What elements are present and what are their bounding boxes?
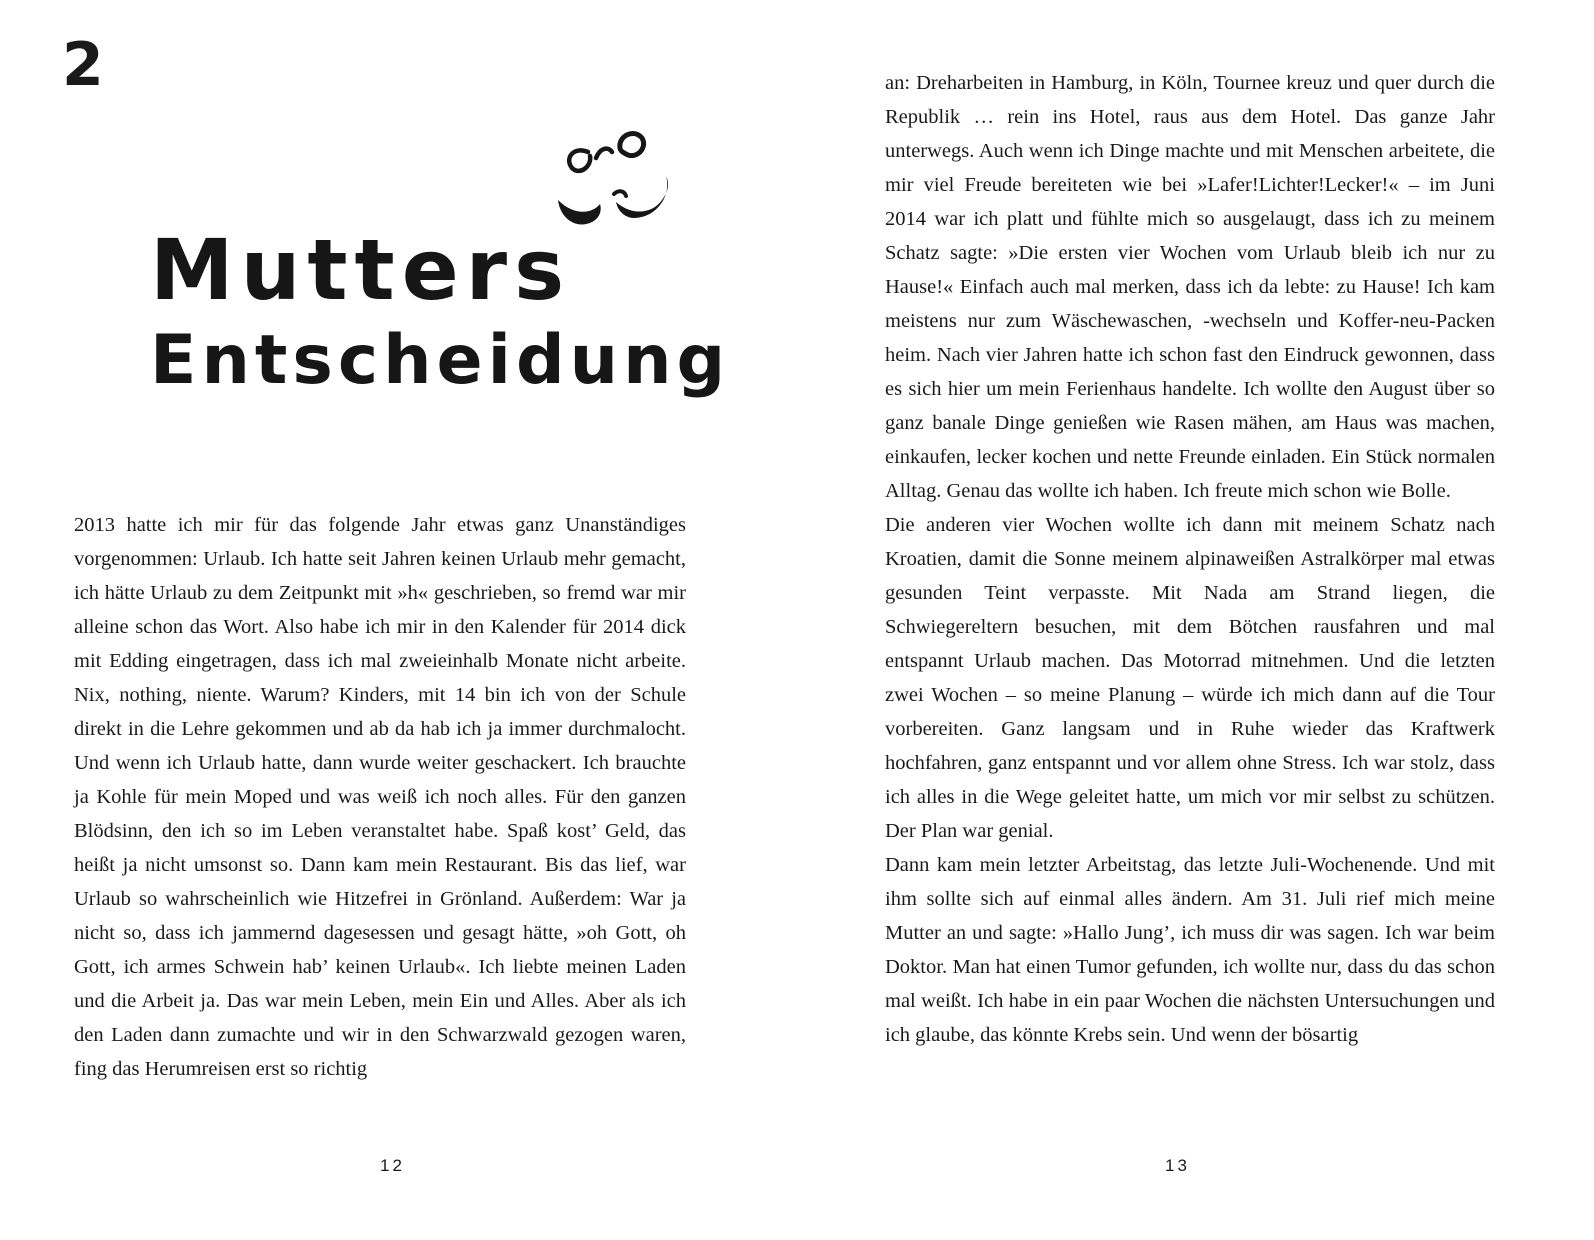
right-paragraph-3: Dann kam mein letzter Arbeitstag, das letzte Juli-Wochenende. Und mit ihm sollte sich auf einmal alles ändern. Am 31. Juli rief mich meine Mutter an und sagte: »Hallo Jung’, ich muss dir was sagen. Ich war beim Doktor. Man hat einen Tumor gefunden, ich wollte nur, dass du das schon mal weißt. Ich habe in ein paar Wochen die nächsten Untersuchungen und ich glaube, das könnte Krebs sein. Und wenn der bösartig [885, 854, 1495, 1046]
chapter-number: 2 [62, 30, 104, 100]
right-body-text [885, 66, 1495, 1052]
right-page [797, 0, 1594, 1240]
chapter-title-line1: Mutters [150, 221, 572, 319]
right-paragraph-1: an: Dreharbeiten in Hamburg, in Köln, Tournee kreuz und quer durch die Republik … rein ins Hotel, raus aus dem Hotel. Das ganze Jahr unterwegs. Auch wenn ich Dinge machte und mit Menschen arbeitete, die mir viel Freude bereiteten wie bei »Lafer!Lichter!Lecker!« – im Juni 2014 war ich platt und fühlte mich so ausgelaugt, dass ich zu meinem Schatz sagte: »Die ersten vier Wochen vom Urlaub bleib ich nur zu Hause!« Einfach auch mal merken, dass ich da lebte: zu Hause! Ich kam meistens nur zum Wäschewaschen, -wechseln und Koffer-neu-Packen heim. Nach vier Jahren hatte ich schon fast den Eindruck gewonnen, dass es sich hier um mein Ferienhaus handelte. Ich wollte den August über so ganz banale Dinge genießen wie Rasen mähen, am Haus was machen, einkaufen, lecker kochen und nette Freunde einladen. Ein Stück normalen Alltag. Genau das wollte ich haben. Ich freute mich schon wie Bolle. [885, 72, 1495, 502]
page-number-right: 13 [1165, 1156, 1190, 1175]
page-number-left: 12 [380, 1156, 405, 1175]
chapter-title-line2: Entscheidung [150, 321, 731, 400]
left-body-text [74, 508, 686, 1086]
chapter-title [150, 218, 730, 400]
right-paragraph-2: Die anderen vier Wochen wollte ich dann mit meinem Schatz nach Kroatien, damit die Sonne meinem alpinaweißen Astralkörper mal etwas gesunden Teint verpasste. Mit Nada am Strand liegen, die Schwiegereltern besuchen, mit dem Bötchen rausfahren und mal entspannt Urlaub machen. Das Motorrad mitnehmen. Und die letzten zwei Wochen – so meine Planung – würde ich mich dann auf die Tour vorbereiten. Ganz langsam und in Ruhe wieder das Kraftwerk hochfahren, ganz entspannt und vor allem ohne Stress. Ich war stolz, dass ich alles in die Wege geleitet hatte, um mich vor mir selbst zu schützen. Der Plan war genial. [885, 514, 1495, 842]
left-paragraph: 2013 hatte ich mir für das folgende Jahr etwas ganz Unanständiges vorgenommen: Urlaub. Ich hatte seit Jahren keinen Urlaub mehr gemacht, ich hätte Urlaub zu dem Zeitpunkt mit »h« geschrieben, so fremd war mir alleine schon das Wort. Also habe ich mir in den Kalender für 2014 dick mit Edding eingetragen, dass ich mal zweieinhalb Monate nicht arbeite. Nix, nothing, niente. Warum? Kinders, mit 14 bin ich von der Schule direkt in die Lehre gekommen und ab da hab ich ja immer durchmalocht. Und wenn ich Urlaub hatte, dann wurde weiter geschackert. Ich brauchte ja Kohle für mein Moped und was weiß ich noch alles. Für den ganzen Blödsinn, den ich so im Leben veranstaltet habe. Spaß kost’ Geld, das heißt ja nicht umsonst so. Dann kam mein Restaurant. Bis das lief, war Urlaub so wahrscheinlich wie Hitzefrei in Grönland. Außerdem: War ja nicht so, dass ich jammernd dagesessen und gesagt hätte, »oh Gott, oh Gott, ich armes Schwein hab’ keinen Urlaub«. Ich liebte meinen Laden und die Arbeit ja. Das war mein Leben, mein Ein und Alles. Aber als ich den Laden dann zumachte und wir in den Schwarzwald gezogen waren, fing das Herumreisen erst so richtig [74, 514, 686, 1080]
